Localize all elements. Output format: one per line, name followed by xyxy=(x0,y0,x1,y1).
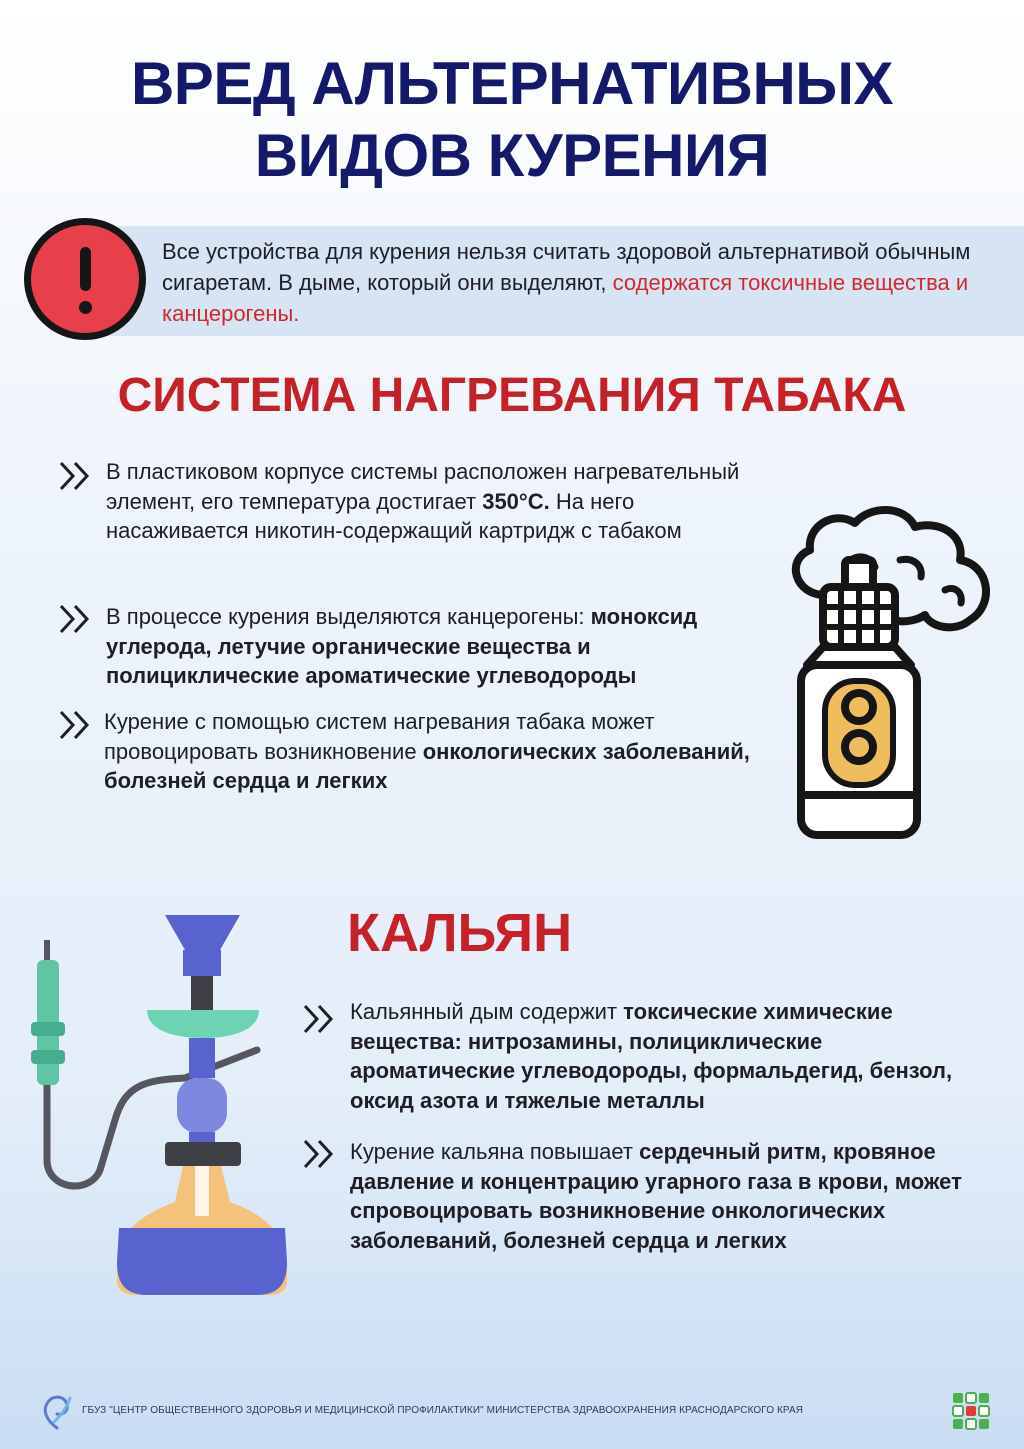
double-chevron-right-icon xyxy=(58,709,94,741)
double-chevron-right-icon xyxy=(58,460,94,492)
list-item: Курение кальяна повышает сердечный ритм, кровяное давление и концентрацию угарного газа в крови, может спровоцировать возникновение онкологических заболеваний, болезней сердца и легких xyxy=(350,1139,962,1253)
list-item: Кальянный дым содержит токсические химические вещества: нитрозамины, полициклические ароматические углеводороды, формальдегид, бензол, оксид азота и тяжелые металлы xyxy=(350,999,953,1113)
health-logo-icon xyxy=(952,1392,990,1430)
page-title xyxy=(0,48,1024,192)
footer-text: ГБУЗ "ЦЕНТР ОБЩЕСТВЕННОГО ЗДОРОВЬЯ И МЕДИЦИНСКОЙ ПРОФИЛАКТИКИ" МИНИСТЕРСТВА ЗДРАВООХРАНЕНИЯ КРАСНОДАРСКОГО КРАЯ xyxy=(82,1405,804,1416)
heated-tobacco-device-icon xyxy=(785,505,1000,845)
exclamation-icon xyxy=(24,218,146,340)
section-title-heated-tobacco: СИСТЕМА НАГРЕВАНИЯ ТАБАКА xyxy=(117,369,907,422)
warning-text xyxy=(162,236,1012,329)
hookah-icon xyxy=(25,910,300,1300)
warning-text-plain: Все устройства для курения нельзя считать здоровой альтернативой обычным сигаретам. В дыме, который они выделяют, xyxy=(162,239,971,295)
list-item: В процессе курения выделяются канцерогены: моноксид углерода, летучие органические вещества и полициклические ароматические углеводороды xyxy=(106,604,698,688)
page-title-line2: ВИДОВ КУРЕНИЯ xyxy=(254,122,770,189)
list-item: В пластиковом корпусе системы расположен нагревательный элемент, его температура достигает 350°C. На него насаживается никотин-содержащий картридж с табаком xyxy=(106,459,740,543)
list-item: Курение с помощью систем нагревания табака может провоцировать возникновение онкологических заболеваний, болезней сердца и легких xyxy=(104,709,750,793)
double-chevron-right-icon xyxy=(302,1003,338,1035)
section-title-hookah: КАЛЬЯН xyxy=(347,903,573,963)
double-chevron-right-icon xyxy=(302,1138,338,1170)
double-chevron-right-icon xyxy=(58,603,94,635)
page-title-line1: ВРЕД АЛЬТЕРНАТИВНЫХ xyxy=(130,50,894,117)
center-logo-icon xyxy=(40,1392,74,1430)
warning-text-red: содержатся токсичные вещества и канцерогены. xyxy=(162,270,969,326)
